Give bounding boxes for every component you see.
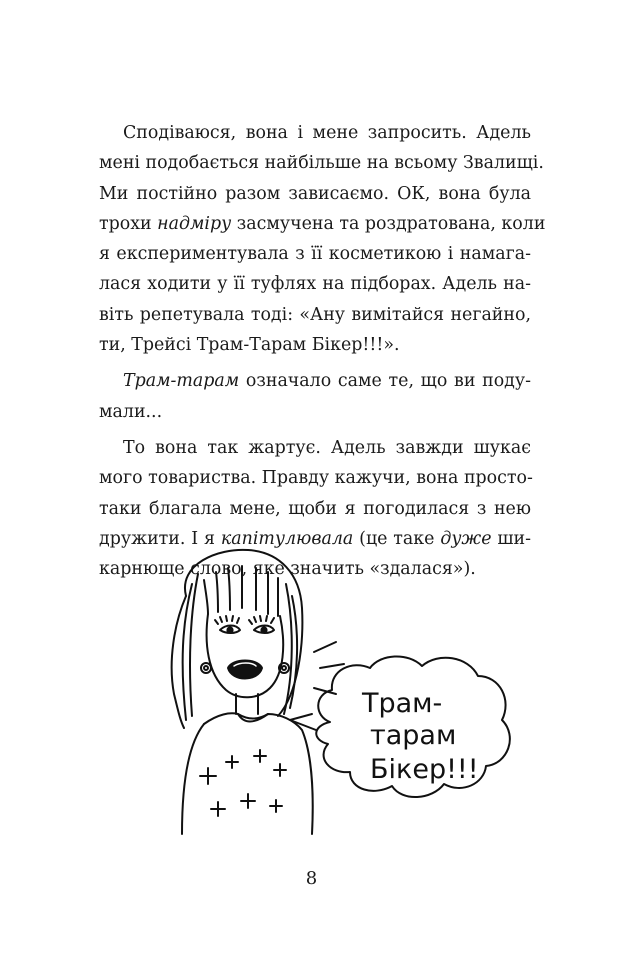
- body-text: [99, 118, 546, 584]
- text-line: [99, 463, 531, 493]
- bubble-line-1: Трам-: [362, 688, 443, 719]
- text-run: (це таке: [353, 528, 441, 549]
- text-line: [99, 179, 531, 209]
- text-line: [99, 366, 531, 396]
- text-run: засмучена та роздратована, коли: [231, 213, 546, 234]
- italic-text: Трам-тарам: [123, 371, 240, 392]
- text-run: То вона так жартує. Адель завжди шукає: [123, 437, 531, 458]
- text-line: [99, 330, 531, 360]
- text-line: [99, 148, 544, 178]
- text-run: мого товариства. Правду кажучи, вона просто-: [99, 468, 533, 489]
- text-run: трохи: [99, 213, 158, 234]
- text-line: [99, 269, 531, 299]
- bubble-line-3: Бікер!!!: [370, 754, 479, 785]
- text-run: ши-: [491, 528, 531, 549]
- girl-illustration: [108, 544, 528, 844]
- text-run: карнюще слово, яке значить «здалася»).: [99, 559, 476, 580]
- hair-outline: [185, 550, 302, 716]
- text-line: [99, 118, 531, 148]
- italic-text: капітулювала: [220, 528, 354, 549]
- text-run: Сподіваюся, вона і мене запросить. Адель: [123, 123, 531, 143]
- text-run: віть репетувала тоді: «Ану вимітайся негайно,: [99, 304, 531, 325]
- text-run: мені подобається найбільше на всьому Звалищі.: [99, 153, 544, 174]
- text-line: [99, 433, 531, 463]
- text-line: [99, 239, 531, 269]
- italic-text: дуже: [440, 528, 492, 549]
- text-run: означало саме те, що ви поду-: [239, 371, 531, 392]
- text-run: лася ходити у її туфлях на підборах. Адель на-: [99, 274, 531, 295]
- text-line: [99, 209, 546, 239]
- text-run: таки благала мене, щоби я погодилася з нею: [99, 498, 531, 519]
- bubble-line-2: тарам: [370, 720, 457, 751]
- sweater-outline: [204, 713, 313, 834]
- page-number: 8: [305, 868, 318, 889]
- text-run: я експериментувала з її косметикою і намага-: [99, 244, 531, 265]
- text-run: дружити. І я: [99, 528, 221, 549]
- text-line: [99, 300, 531, 330]
- text-run: ти, Трейсі Трам-Тарам Бікер!!!».: [99, 335, 400, 356]
- text-run: мали...: [99, 401, 163, 422]
- text-line: [99, 397, 531, 427]
- text-run: Ми постійно разом зависаємо. ОК, вона була: [99, 183, 531, 204]
- italic-text: надміру: [157, 213, 232, 234]
- text-line: [99, 494, 531, 524]
